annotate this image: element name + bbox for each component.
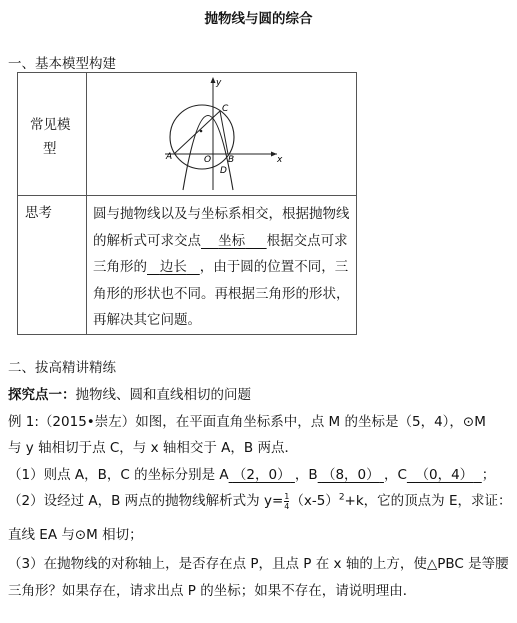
think-label: 思考 [25, 205, 52, 221]
think-text [87, 196, 356, 334]
think-row [18, 196, 357, 335]
circle-parabola-figure [87, 73, 357, 191]
y-axis-label: y [216, 78, 222, 88]
model-label-line2: 型 [43, 141, 57, 157]
question-2: （2）设经过 A，B 两点的抛物线解析式为 y= $\frac{1}{4}$ $(x-5)^2+k$，它的顶点为 E，求证： [8, 491, 512, 511]
answer-b: （8，0） [321, 467, 380, 483]
model-label-line1: 常见模 [30, 117, 71, 133]
point-b-label: B [228, 155, 235, 165]
point-a-label: A [166, 152, 173, 162]
think-label-cell [18, 196, 87, 335]
example-line-2: 与 y 轴相切于点 C，与 x 轴相交于 A，B 两点． [8, 440, 298, 456]
x-axis-label: x [277, 155, 283, 165]
explore-point-heading: 探究点一：抛物线、圆和直线相切的问题 [8, 387, 251, 403]
figure-cell [87, 73, 357, 196]
section-heading-2: 二、拔高精讲精练 [8, 360, 116, 376]
question-3-line-1: （3）在抛物线的对称轴上，是否存在点 P，且点 P 在 x 轴的上方，使△PBC 是等腰 [8, 556, 509, 572]
question-3-line-2: 三角形？如果存在，请求出点 P 的坐标；如果不存在，请说明理由． [8, 583, 417, 599]
think-text-part3: ，由于圆的位置不同，三角形的形状也不同。再根据三角形的形状，再解决其它问题。 [93, 259, 350, 328]
question-2-line-2: 直线 EA 与⊙M 相切； [8, 527, 143, 543]
think-content-cell [87, 196, 357, 335]
parabola [183, 116, 233, 191]
answer-a: （2，0） [232, 467, 291, 483]
think-fill-blank-1: 坐标 [218, 232, 246, 249]
model-table [17, 72, 357, 335]
point-c-label: C [222, 104, 229, 114]
think-text-part2: 根据交点可求三角形的 [93, 232, 348, 275]
section-heading-1: 一、基本模型构建 [8, 56, 116, 72]
fraction-one-quarter: $\frac{1}{4}$ [284, 491, 290, 511]
model-row [18, 73, 357, 196]
origin-label: O [204, 155, 212, 165]
model-label-cell [18, 73, 87, 196]
document-title: 抛物线与圆的综合 [204, 11, 313, 27]
question-1: （1）则点 A，B，C 的坐标分别是 A （2，0） ，B （8，0） ，C （0，4） ； [8, 467, 496, 483]
think-text-part1: 圆与抛物线以及与坐标系相交，根据抛物线的解析式可求交点 [93, 206, 350, 249]
answer-c: （0，4） [415, 467, 474, 483]
point-d-label: D [220, 166, 227, 176]
circle-center-dot [200, 130, 203, 133]
think-fill-blank-2: 边长 [159, 259, 187, 275]
y-axis-arrow [211, 77, 216, 83]
example-line-1: 例 1:（2015•崇左）如图，在平面直角坐标系中，点 M 的坐标是（5，4），⊙M [8, 414, 486, 430]
